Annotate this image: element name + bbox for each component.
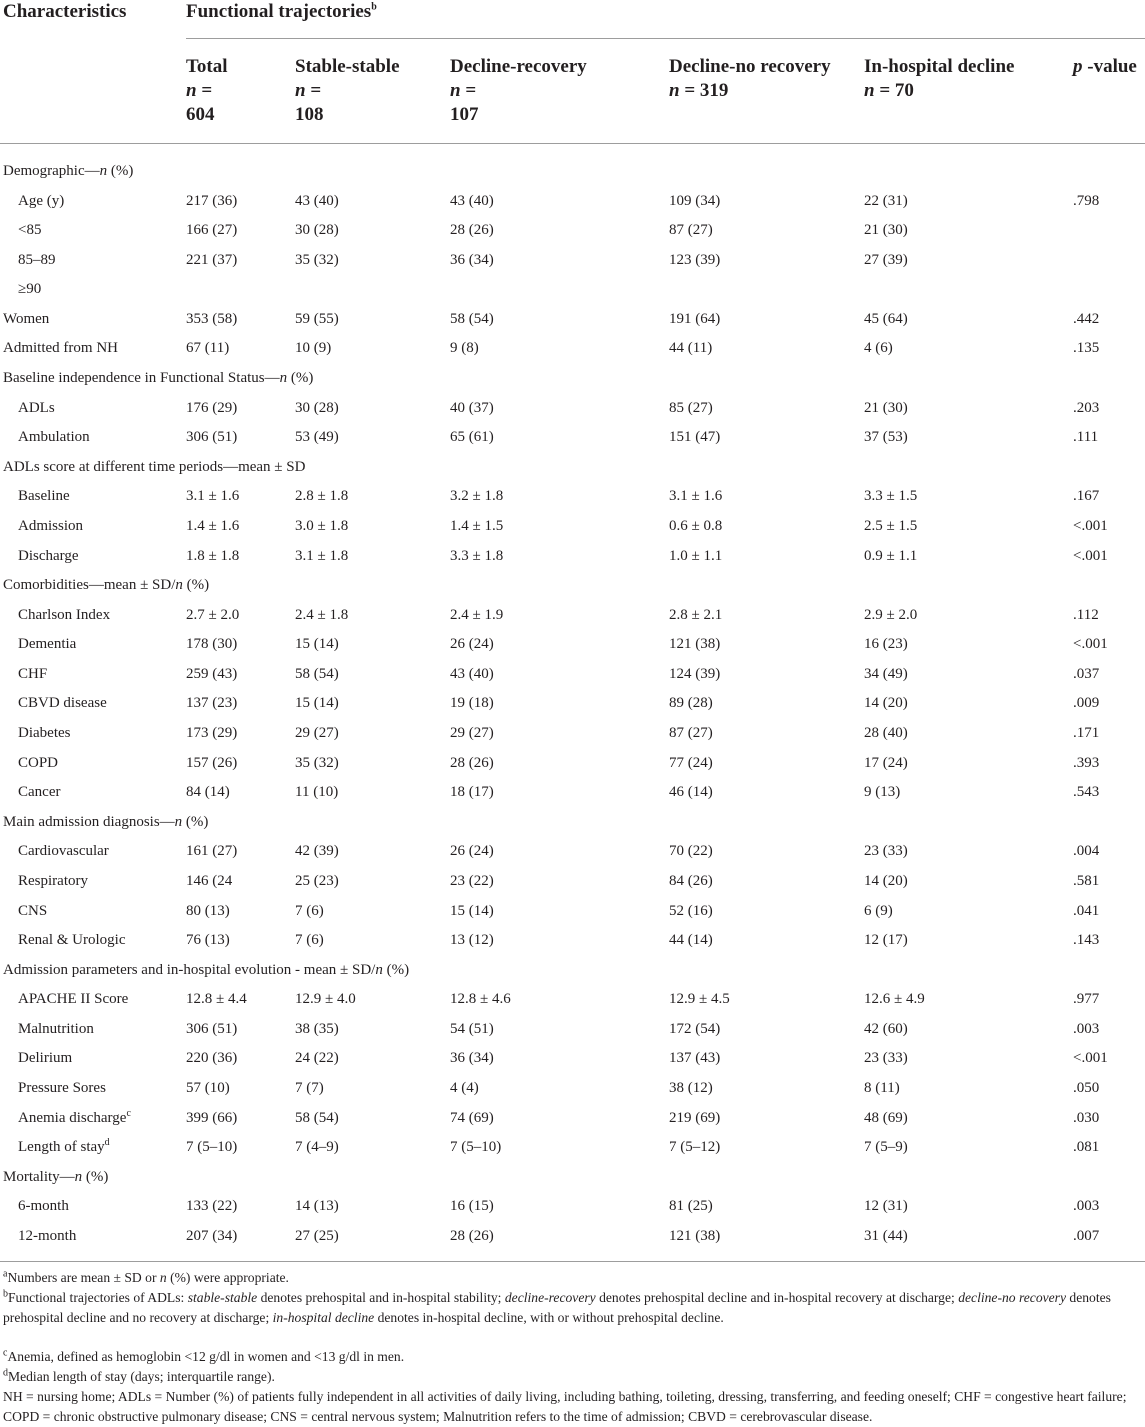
table-cell: 84 (26) bbox=[669, 873, 713, 889]
table-cell: .111 bbox=[1073, 429, 1099, 445]
section-header: Mortality—n (%) bbox=[3, 1169, 109, 1185]
column-n-value: 107 bbox=[450, 104, 479, 125]
table-cell: 157 (26) bbox=[186, 755, 238, 771]
table-cell: 87 (27) bbox=[669, 725, 713, 741]
table-cell: .393 bbox=[1073, 755, 1100, 771]
table-cell: 28 (26) bbox=[450, 1228, 494, 1244]
table-cell: .167 bbox=[1073, 488, 1100, 504]
table-cell: 27 (39) bbox=[864, 252, 908, 268]
section-header: Demographic—n (%) bbox=[3, 163, 134, 179]
row-label: ≥90 bbox=[18, 281, 42, 297]
table-cell: 109 (34) bbox=[669, 193, 721, 209]
table-cell: 12.9 ± 4.0 bbox=[295, 991, 356, 1007]
table-cell: 15 (14) bbox=[295, 636, 339, 652]
row-label: Ambulation bbox=[18, 429, 90, 445]
footnote-d: $^d$Median length of stay (days; interquartile range). bbox=[3, 1367, 275, 1384]
section-header: Main admission diagnosis—n (%) bbox=[3, 814, 209, 830]
column-n: n = bbox=[295, 80, 322, 101]
table-cell: 2.4 ± 1.8 bbox=[295, 607, 349, 623]
table-cell: 173 (29) bbox=[186, 725, 238, 741]
row-label: <85 bbox=[18, 222, 42, 238]
table-cell: 44 (11) bbox=[669, 340, 713, 356]
table-cell: 42 (39) bbox=[295, 843, 339, 859]
table-cell: 217 (36) bbox=[186, 193, 238, 209]
column-header-total bbox=[186, 55, 228, 127]
table-cell: 399 (66) bbox=[186, 1110, 238, 1126]
table-cell: .037 bbox=[1073, 666, 1100, 682]
table-cell: 2.7 ± 2.0 bbox=[186, 607, 240, 623]
row-label: Baseline bbox=[18, 488, 70, 504]
column-header-in-hospital-decline bbox=[864, 55, 1014, 103]
table-cell: 9 (13) bbox=[864, 784, 901, 800]
table-cell: 23 (33) bbox=[864, 1050, 908, 1066]
table-cell: 14 (20) bbox=[864, 873, 908, 889]
table-cell: 7 (4–9) bbox=[295, 1139, 339, 1155]
table-cell: 81 (25) bbox=[669, 1198, 713, 1214]
table-cell: 0.6 ± 0.8 bbox=[669, 518, 723, 534]
table-cell: .543 bbox=[1073, 784, 1100, 800]
table-cell: .050 bbox=[1073, 1080, 1100, 1096]
table-cell: 3.1 ± 1.6 bbox=[669, 488, 723, 504]
functional-trajectories-footnote-mark: b bbox=[371, 1, 377, 13]
table-cell: 28 (26) bbox=[450, 222, 494, 238]
table-cell: .135 bbox=[1073, 340, 1100, 356]
row-label: CBVD disease bbox=[18, 695, 107, 711]
row-label: Admission bbox=[18, 518, 84, 534]
table-cell: 18 (17) bbox=[450, 784, 494, 800]
table-cell: 121 (38) bbox=[669, 1228, 721, 1244]
table-cell: 70 (22) bbox=[669, 843, 713, 859]
row-label: 85–89 bbox=[18, 252, 56, 268]
table-cell: 15 (14) bbox=[295, 695, 339, 711]
table-cell: 84 (14) bbox=[186, 784, 230, 800]
table-cell: .977 bbox=[1073, 991, 1100, 1007]
section-header: Baseline independence in Functional Status—n (%) bbox=[3, 370, 314, 386]
table-cell: 57 (10) bbox=[186, 1080, 230, 1096]
table-cell: 43 (40) bbox=[295, 193, 339, 209]
table-cell: 80 (13) bbox=[186, 903, 230, 919]
table-cell: 29 (27) bbox=[450, 725, 494, 741]
table-cell: 36 (34) bbox=[450, 252, 494, 268]
table-cell: .798 bbox=[1073, 193, 1100, 209]
table-cell: .203 bbox=[1073, 400, 1100, 416]
column-n-value: 604 bbox=[186, 104, 215, 125]
table-cell: 23 (33) bbox=[864, 843, 908, 859]
table-cell: 7 (6) bbox=[295, 932, 324, 948]
table-cell: 1.8 ± 1.8 bbox=[186, 548, 240, 564]
column-n: n = 319 bbox=[669, 80, 729, 101]
table-cell: 2.8 ± 2.1 bbox=[669, 607, 723, 623]
table-cell: 30 (28) bbox=[295, 222, 339, 238]
characteristics-header bbox=[3, 0, 126, 24]
table-cell: 12.6 ± 4.9 bbox=[864, 991, 925, 1007]
table-cell: 46 (14) bbox=[669, 784, 713, 800]
table-cell: 48 (69) bbox=[864, 1110, 908, 1126]
table-cell: .112 bbox=[1073, 607, 1099, 623]
table-cell: .442 bbox=[1073, 311, 1100, 327]
row-label: ADLs bbox=[18, 400, 55, 416]
table-cell: .041 bbox=[1073, 903, 1100, 919]
table-cell: 16 (15) bbox=[450, 1198, 494, 1214]
row-label: Discharge bbox=[18, 548, 79, 564]
table-cell: .003 bbox=[1073, 1198, 1100, 1214]
table-cell: 1.4 ± 1.5 bbox=[450, 518, 504, 534]
table-cell: 7 (5–10) bbox=[450, 1139, 502, 1155]
row-label: 6-month bbox=[18, 1198, 69, 1214]
table-cell: 7 (5–9) bbox=[864, 1139, 908, 1155]
row-label: Malnutrition bbox=[18, 1021, 94, 1037]
table-cell: 137 (43) bbox=[669, 1050, 721, 1066]
table-cell: <.001 bbox=[1073, 1050, 1108, 1066]
table-cell: 3.1 ± 1.6 bbox=[186, 488, 240, 504]
row-label: Renal & Urologic bbox=[18, 932, 126, 948]
table-cell: 2.9 ± 2.0 bbox=[864, 607, 918, 623]
table-cell: 58 (54) bbox=[450, 311, 494, 327]
table-cell: 26 (24) bbox=[450, 636, 494, 652]
table-cell: 124 (39) bbox=[669, 666, 721, 682]
table-cell: 166 (27) bbox=[186, 222, 238, 238]
column-header-decline-recovery bbox=[450, 55, 587, 127]
section-header: ADLs score at different time periods—mean ± SD bbox=[3, 459, 306, 475]
table-cell: 9 (8) bbox=[450, 340, 479, 356]
table-cell: 52 (16) bbox=[669, 903, 713, 919]
table-cell: <.001 bbox=[1073, 518, 1108, 534]
table-cell: 43 (40) bbox=[450, 666, 494, 682]
table-cell: 14 (13) bbox=[295, 1198, 339, 1214]
row-label: CNS bbox=[18, 903, 48, 919]
table-cell: .030 bbox=[1073, 1110, 1100, 1126]
table-cell: 59 (55) bbox=[295, 311, 339, 327]
row-label: CHF bbox=[18, 666, 48, 682]
table-cell: 76 (13) bbox=[186, 932, 230, 948]
table-cell: 21 (30) bbox=[864, 400, 908, 416]
table-cell: 27 (25) bbox=[295, 1228, 339, 1244]
column-n: n = bbox=[450, 80, 477, 101]
table-cell: 121 (38) bbox=[669, 636, 721, 652]
table-cell: 4 (4) bbox=[450, 1080, 479, 1096]
table-cell: .143 bbox=[1073, 932, 1100, 948]
table-cell: 220 (36) bbox=[186, 1050, 238, 1066]
table-cell: 89 (28) bbox=[669, 695, 713, 711]
table-cell: 44 (14) bbox=[669, 932, 713, 948]
table-cell: 11 (10) bbox=[295, 784, 339, 800]
row-label: APACHE II Score bbox=[18, 991, 129, 1007]
table-cell: 37 (53) bbox=[864, 429, 908, 445]
table-cell: 133 (22) bbox=[186, 1198, 238, 1214]
table-cell: 3.0 ± 1.8 bbox=[295, 518, 349, 534]
table-cell: 207 (34) bbox=[186, 1228, 238, 1244]
table-cell: 7 (5–10) bbox=[186, 1139, 238, 1155]
table-cell: 259 (43) bbox=[186, 666, 238, 682]
table-cell: 7 (7) bbox=[295, 1080, 324, 1096]
functional-trajectories-text: Functional trajectories bbox=[186, 1, 372, 22]
table-cell: .003 bbox=[1073, 1021, 1100, 1037]
table-cell: 7 (5–12) bbox=[669, 1139, 721, 1155]
table-cell: 13 (12) bbox=[450, 932, 494, 948]
column-name: Decline-recovery bbox=[450, 56, 587, 77]
table-cell: 172 (54) bbox=[669, 1021, 721, 1037]
table-cell: 12.8 ± 4.6 bbox=[450, 991, 511, 1007]
row-label: Charlson Index bbox=[18, 607, 111, 623]
table-cell: 2.4 ± 1.9 bbox=[450, 607, 504, 623]
table-bottom-rule bbox=[0, 1261, 1145, 1262]
table-cell: 12 (31) bbox=[864, 1198, 908, 1214]
table-cell: 178 (30) bbox=[186, 636, 238, 652]
table-cell: 15 (14) bbox=[450, 903, 494, 919]
row-label: Cardiovascular bbox=[18, 843, 109, 859]
characteristics-header-text: Characteristics bbox=[3, 1, 127, 22]
column-header-stable-stable bbox=[295, 55, 400, 127]
row-label: Women bbox=[3, 311, 50, 327]
column-name: In-hospital decline bbox=[864, 56, 1015, 77]
table-cell: 8 (11) bbox=[864, 1080, 900, 1096]
table-cell: 28 (26) bbox=[450, 755, 494, 771]
table-cell: 6 (9) bbox=[864, 903, 893, 919]
table-cell: 65 (61) bbox=[450, 429, 494, 445]
table-cell: 12.8 ± 4.4 bbox=[186, 991, 247, 1007]
row-label: Cancer bbox=[18, 784, 61, 800]
table-cell: 191 (64) bbox=[669, 311, 721, 327]
column-name: Stable-stable bbox=[295, 56, 400, 77]
table-cell: .171 bbox=[1073, 725, 1100, 741]
column-n-value: 108 bbox=[295, 104, 324, 125]
table-cell: 30 (28) bbox=[295, 400, 339, 416]
header-bottom-rule bbox=[0, 143, 1145, 144]
table-cell: 38 (12) bbox=[669, 1080, 713, 1096]
header-group-rule bbox=[186, 38, 1145, 39]
table-cell: 1.0 ± 1.1 bbox=[669, 548, 723, 564]
table-cell: 4 (6) bbox=[864, 340, 893, 356]
table-cell: <.001 bbox=[1073, 636, 1108, 652]
table-cell: 353 (58) bbox=[186, 311, 238, 327]
column-header-decline-no-recovery bbox=[669, 55, 831, 103]
table-cell: 12 (17) bbox=[864, 932, 908, 948]
table-cell: 3.2 ± 1.8 bbox=[450, 488, 504, 504]
table-cell: 28 (40) bbox=[864, 725, 908, 741]
row-label: Delirium bbox=[18, 1050, 73, 1066]
table-cell: 25 (23) bbox=[295, 873, 339, 889]
column-n: n = 70 bbox=[864, 80, 914, 101]
table-cell: 34 (49) bbox=[864, 666, 908, 682]
table-cell: 306 (51) bbox=[186, 1021, 238, 1037]
functional-trajectories-header bbox=[186, 0, 377, 24]
table-cell: <.001 bbox=[1073, 548, 1108, 564]
table-cell: 35 (32) bbox=[295, 252, 339, 268]
row-label: Diabetes bbox=[18, 725, 71, 741]
footnote-c: $^c$Anemia, defined as hemoglobin <12 g/dl in women and <13 g/dl in men. bbox=[3, 1347, 405, 1364]
table-cell: 85 (27) bbox=[669, 400, 713, 416]
row-label: Age (y) bbox=[18, 193, 65, 209]
table-cell: 137 (23) bbox=[186, 695, 238, 711]
section-header: Admission parameters and in-hospital evolution - mean ± SD/n (%) bbox=[3, 962, 410, 978]
table-cell: 36 (34) bbox=[450, 1050, 494, 1066]
row-label: Dementia bbox=[18, 636, 77, 652]
table-cell: 10 (9) bbox=[295, 340, 332, 356]
row-label: Respiratory bbox=[18, 873, 88, 889]
table-cell: 16 (23) bbox=[864, 636, 908, 652]
table-cell: .081 bbox=[1073, 1139, 1100, 1155]
table-cell: 42 (60) bbox=[864, 1021, 908, 1037]
table-cell: 219 (69) bbox=[669, 1110, 721, 1126]
table-cell: 17 (24) bbox=[864, 755, 908, 771]
row-label: Admitted from NH bbox=[3, 340, 118, 356]
table-cell: 77 (24) bbox=[669, 755, 713, 771]
table-cell: .004 bbox=[1073, 843, 1100, 859]
table-cell: 35 (32) bbox=[295, 755, 339, 771]
table-cell: 221 (37) bbox=[186, 252, 238, 268]
row-label: 12-month bbox=[18, 1228, 77, 1244]
footnote-a: $^a$Numbers are mean ± SD or n (%) were appropriate. bbox=[3, 1268, 289, 1285]
table-cell: 54 (51) bbox=[450, 1021, 494, 1037]
table-cell: 43 (40) bbox=[450, 193, 494, 209]
table-cell: 38 (35) bbox=[295, 1021, 339, 1037]
table-cell: 53 (49) bbox=[295, 429, 339, 445]
table-cell: 26 (24) bbox=[450, 843, 494, 859]
table-cell: 24 (22) bbox=[295, 1050, 339, 1066]
table-cell: 40 (37) bbox=[450, 400, 494, 416]
column-name: Decline-no recovery bbox=[669, 56, 831, 77]
table-cell: 14 (20) bbox=[864, 695, 908, 711]
table-cell: 1.4 ± 1.6 bbox=[186, 518, 240, 534]
table-cell: 123 (39) bbox=[669, 252, 721, 268]
table-cell: .581 bbox=[1073, 873, 1100, 889]
table-cell: 146 (24 bbox=[186, 873, 233, 889]
row-label: Pressure Sores bbox=[18, 1080, 106, 1096]
table-cell: .007 bbox=[1073, 1228, 1100, 1244]
table-cell: 29 (27) bbox=[295, 725, 339, 741]
row-label: Anemia discharge$^c$ bbox=[18, 1108, 131, 1126]
table-cell: 31 (44) bbox=[864, 1228, 908, 1244]
table-cell: 161 (27) bbox=[186, 843, 238, 859]
table-cell: 12.9 ± 4.5 bbox=[669, 991, 730, 1007]
table-cell: 0.9 ± 1.1 bbox=[864, 548, 918, 564]
table-cell: 45 (64) bbox=[864, 311, 908, 327]
table-cell: 67 (11) bbox=[186, 340, 230, 356]
table-cell: 58 (54) bbox=[295, 1110, 339, 1126]
table-cell: 306 (51) bbox=[186, 429, 238, 445]
table-cell: 7 (6) bbox=[295, 903, 324, 919]
table-cell: 19 (18) bbox=[450, 695, 494, 711]
column-header-p-value: p -value bbox=[1073, 56, 1137, 77]
row-label: COPD bbox=[18, 755, 59, 771]
table-cell: 151 (47) bbox=[669, 429, 721, 445]
table-cell: 58 (54) bbox=[295, 666, 339, 682]
column-n: n = bbox=[186, 80, 213, 101]
table-cell: 2.8 ± 1.8 bbox=[295, 488, 349, 504]
table-cell: 3.3 ± 1.8 bbox=[450, 548, 504, 564]
column-name: Total bbox=[186, 56, 228, 77]
table-cell: 74 (69) bbox=[450, 1110, 494, 1126]
table-cell: 23 (22) bbox=[450, 873, 494, 889]
table-cell: 3.1 ± 1.8 bbox=[295, 548, 349, 564]
table-cell: 176 (29) bbox=[186, 400, 238, 416]
table-cell: .009 bbox=[1073, 695, 1100, 711]
section-header: Comorbidities—mean ± SD/n (%) bbox=[3, 577, 210, 593]
table-cell: 87 (27) bbox=[669, 222, 713, 238]
table-cell: 21 (30) bbox=[864, 222, 908, 238]
table-cell: 22 (31) bbox=[864, 193, 908, 209]
row-label: Length of stay$^d$ bbox=[18, 1137, 110, 1155]
footnote-b: $^b$Functional trajectories of ADLs: stable-stable denotes prehospital and in-hospital stability; decline-recovery denotes prehospital decline and in-hospital recovery at discharge; decline-no recovery denotes prehospital decline and no recovery at discharge; in-hospital decline denotes in-hospital decline, with or without prehospital decline. bbox=[3, 1288, 1111, 1325]
footnote-abbreviations: NH = nursing home; ADLs = Number (%) of patients fully independent in all activities of daily living, including bathing, toileting, dressing, transferring, and feeding oneself; CHF = congestive heart failure; COPD = chronic obstructive pulmonary disease; CNS = central nervous system; Malnutrition refers to the time of admission; CBVD = cerebrovascular disease. bbox=[3, 1389, 1127, 1424]
table-cell: 3.3 ± 1.5 bbox=[864, 488, 918, 504]
table-cell: 2.5 ± 1.5 bbox=[864, 518, 918, 534]
